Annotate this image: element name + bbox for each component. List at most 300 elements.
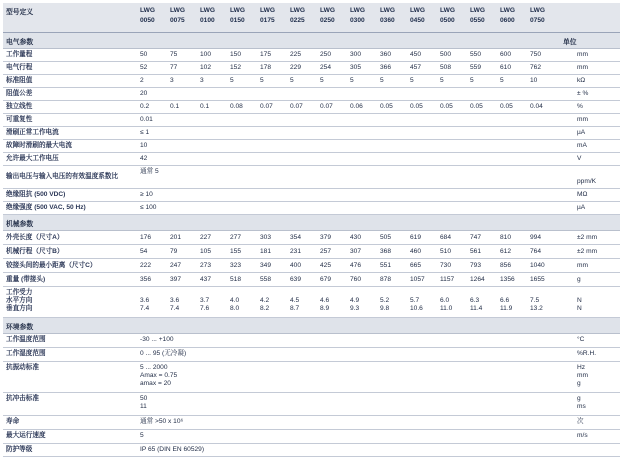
row-value-line: Amax = 0.75 [140,372,178,379]
table-cell: 1040 [530,261,545,269]
model-column-header [470,3,500,32]
row-unit-line: °C [577,336,585,343]
force-vertical-value: 7.4 [170,305,180,312]
force-title: 工作受力 [6,289,33,296]
spec-row [3,88,620,101]
model-column-header [380,3,410,32]
spec-row [3,153,620,166]
section-electrical [3,33,620,49]
table-cell: 52 [140,64,148,71]
row-label: 输出电压与输入电压的有效温度系数比 [6,173,119,180]
spec-row [3,416,620,430]
table-cell: 679 [320,275,332,283]
spec-row [3,393,620,416]
table-cell: 10 [530,77,538,84]
row-unit-line: %R.H. [577,350,597,357]
table-cell: 558 [260,275,272,283]
row-values [140,245,560,258]
row-values [140,231,560,244]
row-unit: mA [577,142,587,149]
force-horizontal-label: 水平方向 [6,297,33,304]
table-cell: 550 [470,51,482,58]
table-cell: 0.07 [260,103,273,110]
table-cell: 360 [380,51,392,58]
row-label: 外壳长度（尺寸A） [6,233,64,241]
force-column [320,289,350,317]
force-row [3,287,620,318]
force-horizontal-value: 3.6 [140,297,150,304]
row-unit-line: mm [577,372,588,379]
table-cell: 639 [290,275,302,283]
table-cell: 379 [320,233,332,241]
row-label: 可重复性 [6,116,33,123]
section-title: 电气参数 [6,38,34,46]
model-prefix: LWG [170,7,186,14]
row-value-line: 5 ... 2000 [140,364,168,371]
model-number: 0100 [200,17,215,24]
row-unit: mm [577,64,588,71]
row-values [140,75,560,87]
row-value: 20 [140,90,148,97]
row-value-lines [140,416,540,429]
model-prefix: LWG [470,7,486,14]
model-column-header [350,3,380,32]
row-label: 绝缘阻抗 (500 VDC) [6,191,66,198]
table-cell: 354 [290,233,302,241]
model-prefix: LWG [530,7,546,14]
table-cell: 225 [290,51,302,58]
force-column [290,289,320,317]
model-prefix: LWG [140,7,156,14]
model-prefix: LWG [320,7,336,14]
table-cell: 551 [380,261,392,269]
spec-row [3,362,620,393]
table-cell: 1157 [440,275,455,283]
table-cell: 349 [260,261,272,269]
force-values [140,287,560,317]
table-cell: 100 [200,51,212,58]
row-value-lines [140,393,540,415]
row-value: 通常 5 [140,168,159,175]
row-unit-line: g [577,380,581,387]
table-cell: 3 [200,77,204,84]
table-cell: 201 [170,233,182,241]
model-column-header [410,3,440,32]
force-horizontal-value: 6.0 [440,297,450,304]
model-column-header [230,3,260,32]
row-unit: ppm/K [577,178,597,185]
spec-row [3,259,620,273]
model-prefix: LWG [500,7,516,14]
table-cell: 5 [440,77,444,84]
table-cell: 600 [500,51,512,58]
table-cell: 760 [350,275,362,283]
table-cell: 856 [500,261,512,269]
table-cell: 366 [380,64,392,71]
table-cell: 1264 [470,275,485,283]
table-cell: 1655 [530,275,545,283]
row-unit: V [577,155,582,162]
force-horizontal-value: 4.2 [260,297,270,304]
table-cell: 0.06 [350,103,363,110]
row-value-line: -30 ... +100 [140,336,174,343]
force-vertical-value: 8.2 [260,305,270,312]
table-cell: 561 [470,247,482,255]
row-value-line: amax = 20 [140,380,171,387]
model-column-header [290,3,320,32]
table-cell: 5 [500,77,504,84]
table-cell: 277 [230,233,242,241]
row-value: 42 [140,155,148,162]
table-cell: 229 [290,64,302,71]
row-value-lines [140,444,540,456]
force-vertical-value: 13.2 [530,305,543,312]
row-value: ≤ 1 [140,129,150,136]
table-cell: 0.05 [380,103,393,110]
force-column [530,289,560,317]
table-cell: 684 [440,233,452,241]
model-number: 0300 [350,17,365,24]
row-unit: g [577,275,581,283]
table-cell: 2 [140,77,144,84]
model-column-header [260,3,290,32]
row-value-lines [140,348,540,361]
spec-row [3,273,620,287]
table-cell: 300 [350,51,362,58]
table-cell: 0.04 [530,103,543,110]
table-cell: 50 [140,51,148,58]
table-cell: 0.05 [410,103,423,110]
spec-row [3,127,620,140]
table-cell: 994 [530,233,542,241]
model-number: 0360 [380,17,395,24]
table-cell: 176 [140,233,152,241]
force-column [170,289,200,317]
row-unit: mm [577,51,588,58]
force-vertical-value: 8.9 [320,305,330,312]
table-cell: 510 [440,247,452,255]
model-column-header [170,3,200,32]
row-unit-line: g [577,395,581,402]
model-number: 0500 [440,17,455,24]
model-column-header [320,3,350,32]
table-cell: 1356 [500,275,515,283]
spec-row [3,231,620,245]
table-cell: 762 [530,64,542,71]
force-vertical-value: 7.6 [200,305,210,312]
model-number: 0050 [140,17,155,24]
table-cell: 619 [410,233,422,241]
row-unit-line: ms [577,403,586,410]
table-cell: 559 [470,64,482,71]
table-cell: 77 [170,64,178,71]
table-cell: 5 [470,77,474,84]
spec-row [3,444,620,457]
spec-row [3,62,620,75]
table-cell: 0.05 [500,103,513,110]
row-label: 防护等级 [6,446,33,453]
force-vertical-value: 8.7 [290,305,300,312]
table-cell: 0.07 [290,103,303,110]
model-prefix: LWG [440,7,456,14]
table-cell: 152 [230,64,242,71]
row-value: ≤ 100 [140,204,157,211]
row-unit: mm [577,116,588,123]
row-units [577,362,620,392]
table-cell: 75 [170,51,178,58]
table-cell: 54 [140,247,148,255]
row-label: 寿命 [6,418,20,425]
table-cell: 0.2 [140,103,150,110]
model-number: 0175 [260,17,275,24]
model-column-header [200,3,230,32]
force-vertical-value: 10.6 [410,305,423,312]
spec-table [3,3,620,457]
force-unit-vertical: N [577,305,582,312]
force-vertical-value: 9.8 [380,305,390,312]
model-prefix: LWG [380,7,396,14]
model-prefix: LWG [350,7,366,14]
force-units [577,287,620,317]
table-cell: 508 [440,64,452,71]
table-cell: 878 [380,275,392,283]
row-label: 独立线性 [6,103,33,110]
row-unit: ±2 mm [577,233,598,241]
table-cell: 231 [290,247,302,255]
table-cell: 257 [320,247,332,255]
spec-row [3,114,620,127]
table-cell: 1057 [410,275,425,283]
table-cell: 5 [320,77,324,84]
row-unit-line: 次 [577,418,584,425]
table-cell: 665 [410,261,422,269]
model-column-header [500,3,530,32]
row-value-line: IP 65 (DIN EN 60529) [140,446,205,453]
row-label: 抗振动标准 [6,364,39,371]
table-cell: 181 [260,247,272,255]
row-unit: MΩ [577,191,588,198]
row-label: 抗冲击标准 [6,395,39,402]
row-unit: ± % [577,90,589,97]
row-units [577,444,620,456]
force-horizontal-value: 5.2 [380,297,390,304]
model-column-header [140,3,170,32]
table-cell: 323 [230,261,242,269]
spec-row [3,334,620,348]
header-title: 型号定义 [6,9,34,16]
table-cell: 368 [380,247,392,255]
model-prefix: LWG [410,7,426,14]
force-horizontal-value: 4.0 [230,297,240,304]
force-horizontal-value: 7.5 [530,297,540,304]
table-cell: 0.05 [440,103,453,110]
force-horizontal-value: 6.3 [470,297,480,304]
spec-row [3,189,620,202]
row-unit: mm [577,261,588,269]
model-number: 0075 [170,17,185,24]
table-cell: 0.08 [230,103,243,110]
row-values [140,259,560,272]
table-cell: 5 [350,77,354,84]
row-label: 工作湿度范围 [6,350,46,357]
table-cell: 437 [200,275,212,283]
table-header [3,3,620,33]
section-title: 环境参数 [6,323,34,331]
table-cell: 747 [470,233,482,241]
model-number: 0550 [470,17,485,24]
row-label: 故障时滑刷的最大电流 [6,142,72,149]
table-cell: 155 [230,247,242,255]
spec-row [3,245,620,259]
force-vertical-value: 9.3 [350,305,360,312]
model-number: 0750 [530,17,545,24]
model-column-header [440,3,470,32]
table-cell: 305 [350,64,362,71]
force-column [470,289,500,317]
table-cell: 5 [380,77,384,84]
spec-row [3,49,620,62]
model-column-header [530,3,560,32]
table-cell: 505 [380,233,392,241]
spec-row [3,202,620,215]
model-number: 0450 [410,17,425,24]
force-column [410,289,440,317]
model-number: 0250 [320,17,335,24]
table-cell: 612 [500,247,512,255]
table-cell: 610 [500,64,512,71]
force-vertical-value: 8.0 [230,305,240,312]
force-vertical-label: 垂直方向 [6,305,33,312]
spec-row [3,166,620,189]
table-cell: 460 [410,247,422,255]
table-cell: 247 [170,261,182,269]
table-cell: 356 [140,275,152,283]
table-cell: 450 [410,51,422,58]
row-label: 工作量程 [6,51,33,58]
table-cell: 5 [230,77,234,84]
section-title: 机械参数 [6,220,34,228]
row-value: 10 [140,142,148,149]
table-cell: 0.1 [200,103,210,110]
table-cell: 178 [260,64,272,71]
table-cell: 303 [260,233,272,241]
force-horizontal-value: 5.7 [410,297,420,304]
row-label: 允许最大工作电压 [6,155,59,162]
row-value: 0.01 [140,116,153,123]
force-column [140,289,170,317]
table-cell: 476 [350,261,362,269]
row-unit: µA [577,204,586,211]
table-cell: 222 [140,261,152,269]
force-column [500,289,530,317]
table-cell: 102 [200,64,212,71]
electrical-rows [3,49,620,215]
table-cell: 730 [440,261,452,269]
row-units [577,393,620,415]
table-cell: 79 [170,247,178,255]
table-cell: 764 [530,247,542,255]
section-environment [3,318,620,334]
row-value-lines [140,362,540,392]
table-cell: 307 [350,247,362,255]
mechanical-rows [3,231,620,287]
row-value-lines [140,430,540,443]
force-unit-horizontal: N [577,297,582,304]
force-horizontal-value: 6.6 [500,297,510,304]
table-cell: 105 [200,247,212,255]
force-column [260,289,290,317]
table-cell: 0.07 [320,103,333,110]
row-units [577,334,620,347]
table-cell: 518 [230,275,242,283]
row-label: 绝缘强度 (500 VAC, 50 Hz) [6,204,86,211]
table-cell: 425 [320,261,332,269]
force-column [380,289,410,317]
table-cell: 5 [290,77,294,84]
row-label: 最大运行速度 [6,432,46,439]
table-cell: 254 [320,64,332,71]
model-prefix: LWG [260,7,276,14]
row-label: 滑刷正常工作电流 [6,129,59,136]
row-units [577,430,620,443]
table-cell: 150 [230,51,242,58]
row-unit: kΩ [577,77,586,84]
row-values [140,101,560,113]
row-values [140,49,560,61]
row-label: 工作温度范围 [6,336,46,343]
table-cell: 457 [410,64,422,71]
table-cell: 430 [350,233,362,241]
force-horizontal-value: 4.9 [350,297,360,304]
row-unit: µA [577,129,586,136]
model-number: 0225 [290,17,305,24]
table-cell: 0.05 [470,103,483,110]
section-mechanical [3,215,620,231]
row-unit: ±2 mm [577,247,598,255]
force-vertical-value: 11.0 [440,305,453,312]
row-label: 机械行程（尺寸B） [6,247,64,255]
model-columns [140,3,560,32]
table-cell: 400 [290,261,302,269]
force-horizontal-value: 3.7 [200,297,210,304]
model-prefix: LWG [230,7,246,14]
table-cell: 250 [320,51,332,58]
row-unit-line: Hz [577,364,586,371]
force-vertical-value: 7.4 [140,305,150,312]
table-cell: 397 [170,275,182,283]
row-values [140,62,560,74]
table-cell: 5 [410,77,414,84]
force-horizontal-value: 4.5 [290,297,300,304]
spec-row [3,101,620,114]
table-cell: 793 [470,261,482,269]
force-vertical-value: 11.9 [500,305,513,312]
row-label: 电气行程 [6,64,33,71]
model-number: 0600 [500,17,515,24]
table-cell: 3 [170,77,174,84]
model-number: 0150 [230,17,245,24]
force-horizontal-value: 3.6 [170,297,180,304]
unit-header: 单位 [563,38,577,46]
row-values [140,273,560,286]
row-units [577,416,620,429]
spec-row [3,348,620,362]
force-column [230,289,260,317]
row-unit-line: m/s [577,432,588,439]
table-cell: 227 [200,233,212,241]
spec-row [3,430,620,444]
force-horizontal-value: 4.6 [320,297,330,304]
